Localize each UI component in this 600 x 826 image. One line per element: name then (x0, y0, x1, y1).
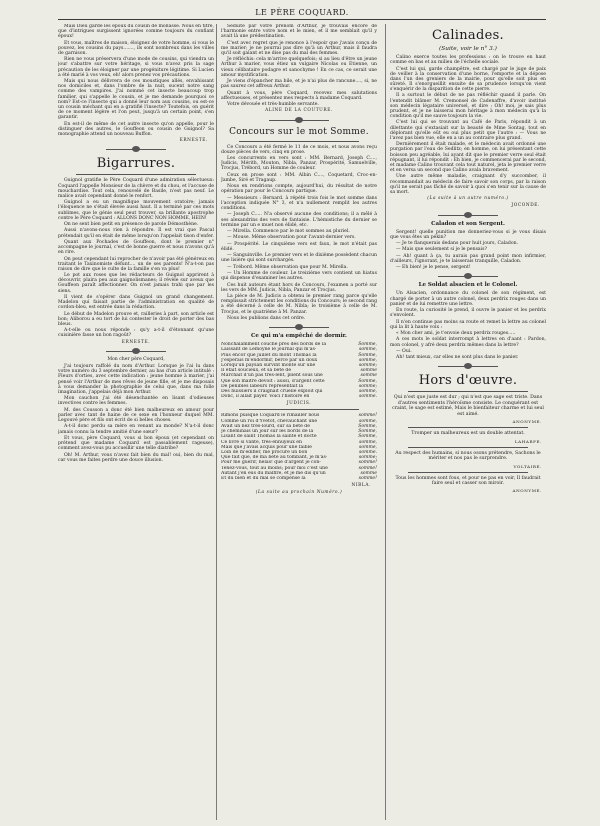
poem-line (221, 476, 377, 481)
poem-line-text: Avait un nez très-lourd, sur sa bête de (221, 423, 310, 429)
paragraph: Le début de Madelon prouve et, railleries à part, son article est bon; Aliborou a eu tort de lui contester le droit de porter des bas bleus. (58, 311, 214, 327)
subhead-soldat: Le Soldat alsacien et le Colonel. (418, 282, 518, 289)
title-rule (76, 174, 196, 175)
poem-line-text: J'espérais m'endormir, bercé par un doux (221, 357, 318, 363)
signature: NIBLA. (351, 483, 371, 489)
title-rule (239, 141, 359, 142)
paragraph: Et vous, père Coquard, vous si bon époux (et cependant on prétend que madame Coquard est passablement rageuse), comment avez-vous pu accueillir une telle diatribe? (58, 435, 214, 452)
paragraph: — Messieurs : Bernard. à répété trois fois le mot somme dans l'acception indiquée N° 3, et n'a nullement remplit les autres conditions. (221, 195, 377, 212)
paragraph: Guignol gratifie le Père Coquard d'une admiration sélectueux: Coquard l'appelle Monsieur de la chèvre et du chou, et l'accuse de mouchardise. Tout cela, renouvelé de Basile, n'est pas neuf. Le malice avait cependant donné le renfort. (58, 178, 214, 199)
ornament-divider (269, 324, 329, 330)
poem-line-text: Ce livre si vanté, très-ennuyeux en (221, 439, 302, 445)
maxim-rule (408, 427, 528, 428)
continued-note: (La suite à un autre numéro.) (427, 196, 509, 202)
paragraph: Ceux en prose sont : MM. Albin C...., Coquetard, Croc-en-Jambe, Siré et Tragaup. (221, 172, 377, 183)
column-left (58, 24, 214, 820)
maxim-author: ANONYME. (512, 418, 542, 424)
maxim-author: LAHARPE. (514, 438, 542, 444)
maxim-text: Qui n'est que juste est dur ; qui n'est que sage est triste. Dans d'autres sentiments l'héroïsme consiste. Le conquérant est craint, le sage est estimé, Mais le bienfaiteur charme et lui seul est aimé. (392, 395, 544, 417)
poem-rhyme-word: somme (360, 470, 377, 476)
signature: JUDICIS. (286, 401, 312, 407)
poem-line-text: Pour me guérir, hélas! que d'argent je con- (221, 460, 321, 466)
ornament-divider (106, 348, 166, 354)
paragraph: Nous en rendrions compte, aujourd'hui, du résultat de notre opération par pour le Concours partique. (221, 184, 377, 195)
paragraph: Quant à vous, père Coquard, recevez mes salutations affectueuses, et présentez mes respects à madame Coquard. (221, 90, 377, 101)
poem-rhyme-word: somme, (358, 347, 377, 353)
paragraph: Oh! M. Arthur, vous n'avez fait bien du mal! oui, bien du mal, car vous me faites perdre une douce illusion. (58, 452, 214, 463)
signature: JOCONDE. (511, 203, 540, 209)
paragraph: Quant aux Pochades de Gouffeon, dont le premier n° accompagne le journal, c'est de bonne guerre et nous n'avons qu'à en rire. (58, 239, 214, 256)
paragraph: Guignol a eu un magnifique mouvement oratoire; jamais l'éloquence ne s'était élevée aussi haut. Il a terminé par ces mots sublimes, que le génie seul peut trouver, sa brillante apostrophe contre le Père Coquard : ALLONS DONC NON HOMME, HEIN! (58, 200, 214, 221)
poem-rhyme-word: somme, (358, 439, 377, 445)
maxim-rule (408, 447, 528, 448)
paragraph: J'ai toujours raffolé du nom d'Arthur. Lorsque je l'ai lu dans votre numéro du 3 septembre dernier, au bas d'un article intitulé : Fleurs d'orties, avec cette indication : jeune homme à marier, j'ai pensé voir l'Arthur de mes rêves de jeune fille, et je me disposais à vous demander la photographie de celui que, dans ma folle imagination, j'appelais déjà mon Arthur. (58, 364, 214, 395)
subhead-caladon: Caladon et son Sergent. (431, 220, 505, 227)
section-title-concours: Concours sur le mot Somme. (229, 126, 369, 137)
column-middle (221, 24, 377, 820)
poem-rhyme-word: somme; (358, 362, 377, 368)
paragraph: On peut cependant lui reprocher de n'avoir pas été généreux en traitant le Taxinomiste défunt.... un de ses parents! N'a-t-on pas raison de dire que le culte de la famille s'en va plus! (58, 256, 214, 272)
poem-rhyme-word: somme, (358, 388, 377, 394)
paragraph: Ah! tant mieux, car elles ne sont plus dans le panier. (396, 355, 519, 361)
poem-line-text: Mais que j'avais acquis pour une faible (221, 444, 312, 450)
poem-rhyme-word: Somme, (358, 429, 377, 435)
paragraph: On ne sent bien petit en présence de parole Démosthène. (64, 222, 199, 227)
paragraph: En route, la curiosité le prend, il ouvre le panier et les perdrix s'envolent. (390, 308, 546, 319)
ornament-divider (269, 117, 329, 123)
signature: ALINE DE LA COUTURE. (265, 108, 333, 114)
poem-rhyme-word: somme. (358, 394, 377, 400)
paragraph: Un Alsacien, ordonnance du colonel de son régiment, est chargé de porter à un autre colonel, deux perdrix rouges dans un panier et de lui remettre une lettre. (390, 291, 546, 307)
maxim-rule (408, 472, 528, 473)
poem-rhyme-word: somme, (358, 444, 377, 450)
paragraph: C'est lui qui, garde champêtre, est chargé par le juge de paix de veiller à la conservation d'une borne, l'emporte et la dépose dans l'un des greniers de la mairie, pour qu'elle soit plus en sûreté. Il s'enorgueillit ensuite de sa prudence lorsqu'on vient s'enquérir de la disparition de cette pierre. (390, 66, 546, 93)
paragraph: Ce Concours a été fermé le 11 de ce mois, et nous avons reçu douze pièces de vers, cinq en prose. (221, 144, 377, 155)
poem-rhyme-word: somme; (358, 383, 377, 389)
paragraph: Mais qui nous délivrera de ces moustiques allés, envahissant nos domiciles et, dans l'ombre de la nuit, sucent notre sang comme des vampires. J'ai nommé cet insecte beaucoup trop familier, qui s'appelle le cousin, et je me demande pourquoi ce nom? Est-ce l'insecte qui a donné leur nom aux cousins, ou est-ce un cousin méchant qui en a gratifié l'insecte? Toutefois, on guérit de ce moment légère et l'on peut, jusqu'à un certain point, s'en garantir. (58, 79, 214, 121)
poem-line-text: Rimons puisque Coquard le rimailler nous (221, 413, 320, 419)
poem-nibla (221, 413, 377, 481)
paragraph: Votre dévouée et très-humble servante. (227, 102, 319, 108)
paragraph: La pièce de M. Judicis a obtenu le premier rang parce qu'elle remplissait strictement les conditions du Concours; le second rang a été décerné à celle de M. Nibla; le troisième à celle de M. Trocjus, et le quatrième à M. Panzar. (221, 294, 377, 315)
maxim-text: Tromper un malheureux est un double attentat. (411, 431, 525, 437)
paragraph: — Eh bien! je le pense, sergent! (396, 265, 471, 271)
paragraph: Une autre même maladie, craignant d'y succomber, il recommandait au médecin de faire savoir son corps, par la raison qu'il ne serait pas fâché de savoir à quoi s'en tenir sur la cause de sa mort. (390, 174, 546, 195)
soldat-article (390, 291, 546, 360)
letter-continued (221, 24, 377, 107)
header-rule (58, 19, 546, 20)
paragraph: — Ah! quant à ça, tu aurais pas grand point mon infirmier, d'ailleurs, l'ignorant, je te laisserais tranquille, Caladon. (390, 253, 546, 264)
paragraph: — Oui. (396, 348, 412, 354)
poem-line-text: Nonchalamment couché près des bords de la (221, 342, 327, 348)
paragraph: Nous les publions dans cet ordre. (227, 315, 306, 321)
ornament-divider (438, 212, 498, 218)
section-title-hors-doeuvre: Hors d'œuvre. (418, 373, 518, 389)
poem-rule (239, 409, 359, 410)
poem-line-text: Plus encor que juillet du mont Thomas la (221, 352, 317, 358)
poem-line-text: Lisant de saint Thomas la sainte et docte (221, 434, 317, 440)
bigarrures-article (58, 178, 214, 338)
poem-line-text: Lorsqu'un paysan survint monté sur une (221, 362, 316, 368)
paragraph: Le pot aux roses que les rédacteurs de Guignol apprirent à découvrir, plaira peu aux gaignolismanes; il révèle sur aveux que Gouffeon paraît affectionner. On n'est jamais trahi que par les siens. (58, 273, 214, 294)
paragraph: Séduite par votre prénom d'Arthur, je trouvais encore de l'harmonie entre votre nom et le mien, et il me semblait qu'il y avait là une prédestination. (221, 24, 377, 40)
paragraph: M. des Cousson a donc été bien malheureux en amour pour parler avec tant de haine de ce sexe en l'honneur duquel MM. Legouvé père et fils ont écrit de si belles choses. (58, 407, 214, 424)
paragraph: Il n'en continue pas moins sa route et remet la lettre au colonel qui la lit à haute voix : (390, 319, 546, 330)
letter-article (58, 364, 214, 463)
paragraph: — Prospérité. Le cinquième vers est faux, le mot n'était pas élidé. (221, 241, 377, 252)
paragraph: — Joseph C..... N'a observé aucune des conditions; il a mêlé à ses alexandrins des vers de fantaisie. L'hémistiche du dernier se termine par un e muet non élidé, etc. (221, 212, 377, 228)
cousins-article (58, 24, 214, 137)
paragraph: — Un Homme de couleur. Le treizième vers contient un hiatus qui dispense d'examiner les autres. (221, 271, 377, 282)
paragraph: — Mais que seulement si je le pensais? (396, 247, 487, 253)
poem-line-text: Donc, il allait payer. Voici l'histoire en (221, 394, 310, 400)
poem-rhyme-word: somme! (358, 413, 377, 419)
maxim-text: Tous les hommes sont fous, et pour ne pas en voir, Il faudrait faire seul et casser son miroir. (395, 475, 541, 487)
title-rule (408, 391, 528, 392)
poem-judicis (221, 342, 377, 399)
poem-rhyme-word: Somme, (358, 423, 377, 429)
paragraph: Mon cauchon j'ai été désenchantée en lisant d'odieuses invectives contre les femmes. (58, 396, 214, 407)
poem-line-text: Des huissiers il craignait cruelle exploit qui (221, 388, 323, 394)
concours-article (221, 145, 377, 321)
poem-line-text: Que son maître devoit : aussi, d'argent cette (221, 378, 325, 384)
poem-rhyme-word: Somme, (358, 378, 377, 384)
poem-rhyme-word: somme! (358, 465, 377, 471)
section-title-calinades: Calinades. (432, 28, 504, 43)
poem-rhyme-word: somme! (358, 475, 377, 481)
paragraph: — Je te flanquerais dedans pour huit jours, Caladon. (396, 241, 519, 246)
paragraph: A-t-il donc perdu sa mère en venant au monde? N'a-t-il donc jamais connu la tendre amitié d'une sœur? (58, 424, 214, 435)
caladon-dialogue (390, 230, 546, 271)
poem-rhyme-word: somme; (358, 455, 377, 461)
poem-line-text: Autant j'en eus du malfire, et je me dis qu'un (221, 470, 326, 476)
section-subtitle: (Suite, voir le n° 3.) (439, 46, 497, 52)
paragraph: Aussi n'avons-nous rien à répondre. Il est vrai que Pascal prétendait qu'il en était de même lorsqu'on l'appelait tison d'enfer. (58, 228, 214, 239)
paragraph: Il a surtout le début de ne pas réfléchir quand il parle. On l'entendit blâmer M. Cremonsel de Cadenaffre, d'avoir institué son médecin légataire universel, et dire : Oh! moi, je sais plus prudent, et je ne laisserai mon héritage à mon médecin qu'à la condition qu'il me sauve toujours la vie. (390, 93, 546, 120)
paragraph: A ces mots le soldat interrompt à lettres en d'aant : Pardon, mon colonel, y afré deux perdrix mêmes dans la lettre? (390, 337, 546, 348)
poem-rhyme-word: somme (360, 368, 377, 374)
letter-salutation: Mon cher père Coquard, (107, 356, 165, 362)
paragraph: C'est lui qui se trouvant au Café de Paris, répondit à un dilettante qui s'extasiait sur la beauté de Mme Sontag, tout en déplorant qu'elle eût eu oui plus petit que l'autre : — Vous ne l'avez pas bien vue, elle en a un au contraire plus grand. (390, 120, 546, 141)
page-header: LE PÈRE COQUARD. (255, 8, 349, 17)
ornament-divider (106, 146, 166, 152)
poem-line-text: Je cheminais un jour sur les bords de la (221, 429, 314, 435)
paragraph: Calino exerce toutes les professions : on le trouve en haut comme en bas et au milieu de l'échelle sociale. (390, 55, 546, 66)
poem-line-text: Laissant de Lémoyne le journal qui m'as- (221, 347, 317, 353)
poem-rhyme-word: Somme, (358, 434, 377, 440)
poem-line-text: Comme un roi d'Yvetot, chevauchant une (221, 418, 318, 424)
poem-title: Ce qui m'a empêché de dormir. (251, 333, 347, 340)
paragraph: Sergent! quelle punition me donneriez-vous si je vous disais que vous êtes un pékin? (390, 229, 546, 240)
paragraph: — Trébord. Même observation que pour M. Mirella. (227, 264, 348, 270)
paragraph: En est-il de même de cet autre insecte qu'on appelle, pour le distinguer des autres, le Gouffeon ou cousin de Guignol? Sa monographie attend un nouveau Buffon. (58, 121, 214, 137)
maxim-author: ANONYME. (512, 488, 542, 494)
paragraph: — Mouse. Même observation pour l'avant-dernier vers. (227, 235, 356, 241)
ornament-divider (438, 273, 498, 279)
maxim-author: VOLTAIRE. (513, 463, 542, 469)
poem-rhyme-word: somme. (358, 449, 377, 455)
paragraph: Et vous, maîtres de maison, éloignez de votre homme, si vous le pouvez, les cousins du pays......., ils sont nombreux dans les villes de garnison. (58, 40, 214, 56)
section-title-bigarrures: Bigarrures. (96, 156, 176, 172)
poem-rhyme-word: somme! (358, 460, 377, 466)
poem-line (221, 394, 377, 399)
paragraph: Ces huit auteurs étant hors de Concours, l'examen a porté sur les vers de MM. Judicis, Nibla, Panzar et Trocjus. (221, 282, 377, 293)
poem-line-text: De pénibles labeurs représentait la (221, 383, 304, 389)
column-divider (385, 24, 386, 820)
poem-rhyme-word: somme, (358, 357, 377, 363)
continued-note: (La suite au prochain Numéro.) (255, 490, 343, 496)
column-right (390, 24, 546, 820)
paragraph: « Mon cher ami, je t'envoie deux perdrix rouges..... (396, 331, 516, 336)
column-divider (216, 24, 217, 820)
paragraph: Je réfléchis: cela m'arrive quelquefois; si au lieu d'être un jeune Arthur à marier, vous étiez un vulgaire Nicolas ou Etienne, un vieux célibataire podagre et sanochyme ! En ce cas, ce serait une amour mystification. (221, 57, 377, 78)
poem-line-text: Marchait d'un pas très-lent, plient sous une (221, 373, 323, 379)
poem-line-text: Loin de m'édifier, me procure un bon (221, 449, 308, 455)
paragraph: — Mirella. Commence par le mot sommes au pluriel. (227, 229, 350, 235)
poem-line-text: Tenez-vous, tout au moins; pour moi c'est une (221, 465, 328, 471)
paragraph: A-t-elle ou nous réponde : qu'y a-t-il d'étonnant qu'une cuisinière fasse un bon ragoût? (58, 328, 214, 339)
poem-rhyme-word: Somme, (358, 352, 377, 358)
signature: ERNESTE. (179, 138, 208, 144)
signature: ERNESTE. (121, 339, 151, 345)
calinades-article (390, 55, 546, 195)
paragraph: Dernièrement il était malade, et le médecin avait ordonné une purgation par l'eau de Sedlitz; en homme, on lui présentant cette boisson peu agréable, lui ayant dit que le premier verre seul était répugnant, il lui répondit : Eh bien, je commencerai par le second, et madame Calino trouvant cela tout naturel, jeta le premier verre et en versa un second que Calino avala bravement. (390, 142, 546, 174)
poem-line-text: Il était soucieux, et sa bête de (221, 368, 292, 374)
paragraph: Il vient de s'opérer dans Guignol un grand changement. Madelon qui faisait partie de l'administration en qualité de cordon-bleu, est entrée dans la rédaction. (58, 294, 214, 311)
paragraph: Je viens d'épancher ma bile, et je n'ai plus de rancune...., si, ne pas saurez cet affreux Arthur. (221, 79, 377, 90)
paragraph: Mais Dieu garde les époux du cousin de mollasse. Nous en titre, que d'intrigues surgissent ignorées comme toujours du confiant époux! (58, 24, 214, 40)
poem-rhyme-word: Somme, (358, 342, 377, 348)
paragraph: Rien ne vous préservera d'une mode de cousins, qui viendra un jour s'abattre sur votre héritage, si vous n'avez pris la sage précaution de les éloigner par une progéniture légitime. Si Lucien a été marié à vos veux, eh! alors prenez vos précautions. (58, 57, 214, 78)
ornament-divider (438, 363, 498, 369)
poem-line-text: Que fait que, de ma bête au tombant, je m'as- (221, 455, 328, 461)
poem-rhyme-word: somme (360, 373, 377, 379)
paragraph: Les concurrents en vers sont : MM. Bernard, Joseph C...., Judicis, Mérith, Mouton, Nibla, Panzar, Prospérité, Samuelville, Trocjus, Trébord, un Homme de couleur. (221, 156, 377, 172)
maxims-list (390, 395, 546, 493)
poem-line-text: Et du bien et du mal se compense la (221, 475, 306, 481)
maxim-text: Au respect des humains, si nous osons prétendre, Sachons le mériter et nos pas le surprendre. (395, 450, 541, 462)
poem-rhyme-word: somme, (358, 418, 377, 424)
paragraph: C'est avec regret que je renonce à l'espoir que j'avais conçu de me marier; je ne pourrai pas dire qu'à un Arthur, mais il faudra qu'il soit galant et ne dise pas du mal des femmes. (221, 40, 377, 56)
paragraph: — Sanguinville. Le premier vers et le dixième possèdent chacun une lisière qui sont surchargés. (221, 253, 377, 264)
